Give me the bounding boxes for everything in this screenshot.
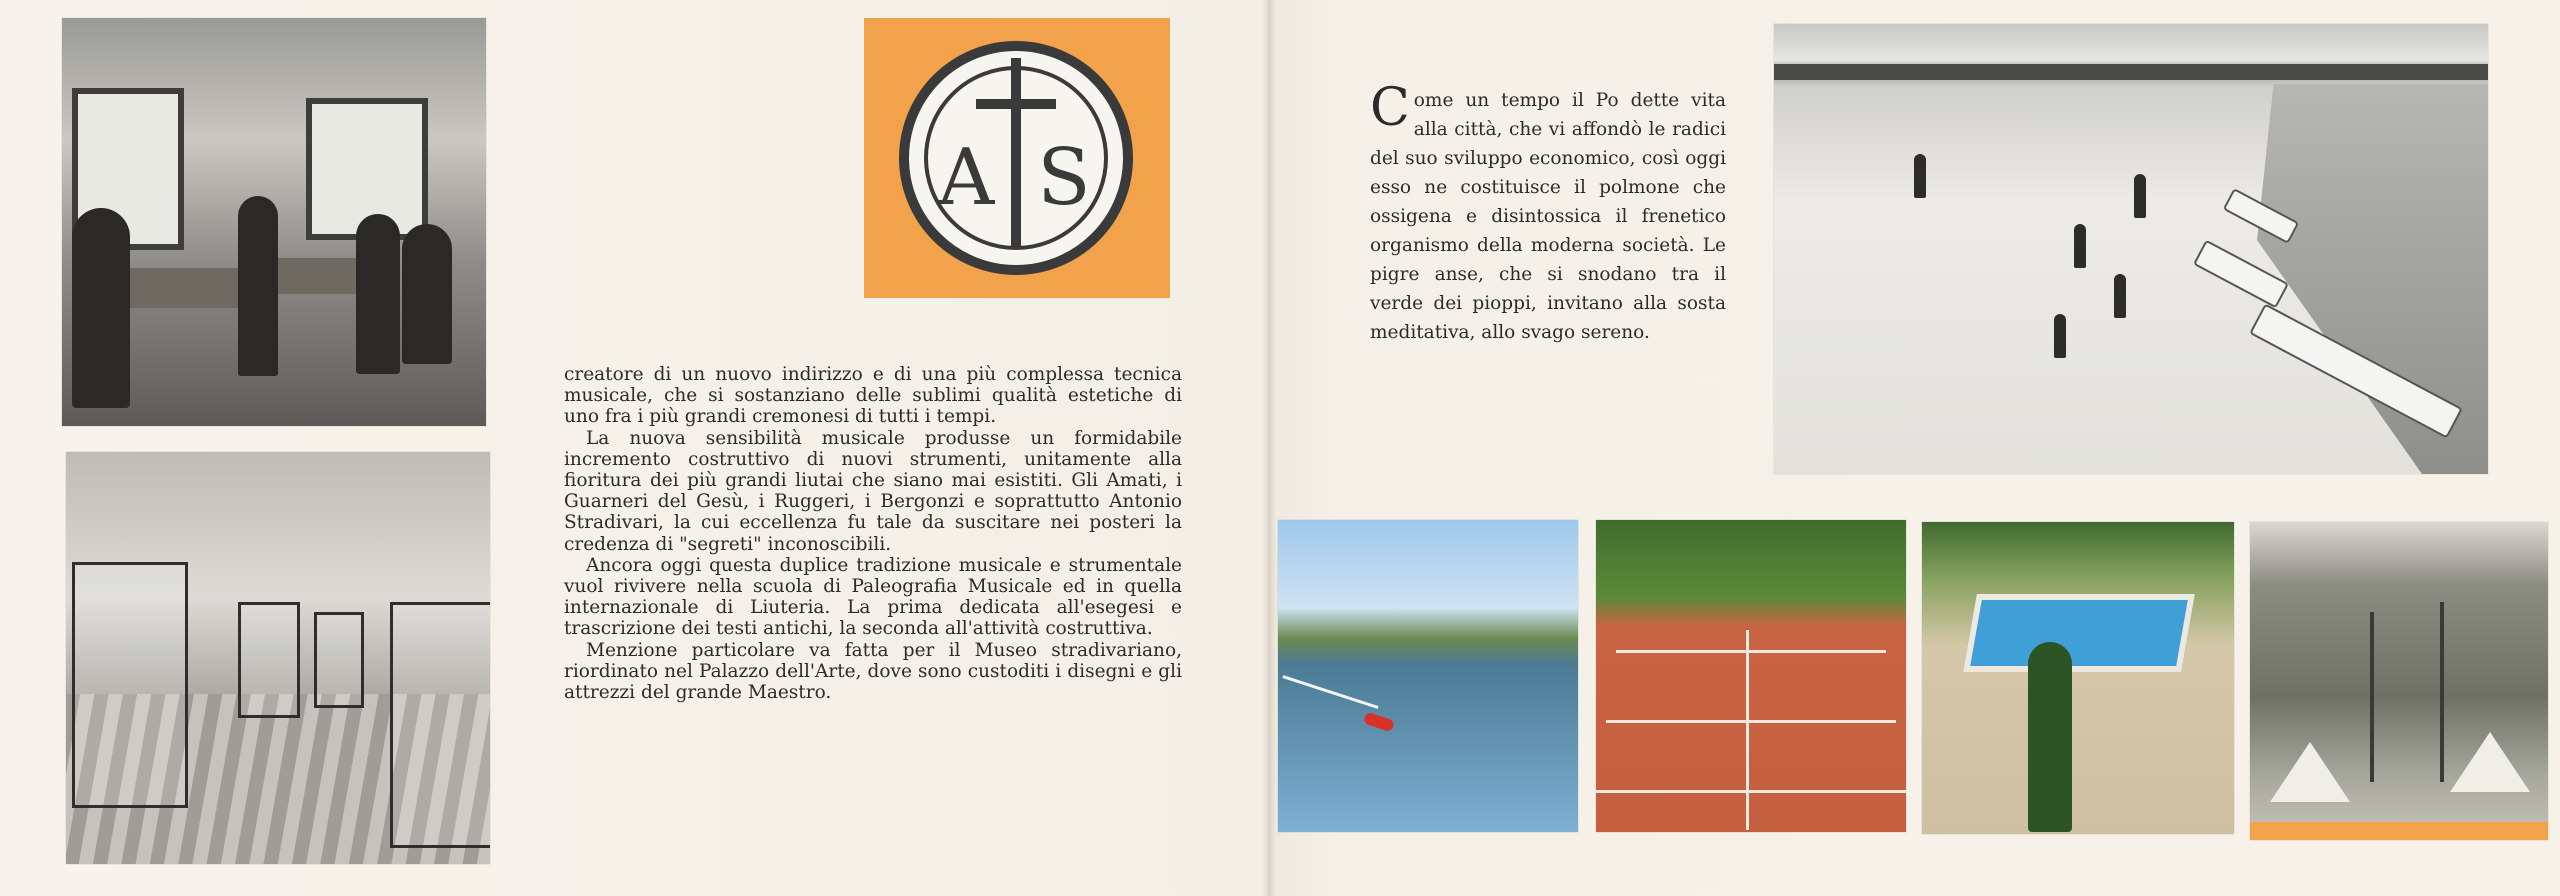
court-line	[1606, 720, 1896, 723]
display-case	[390, 602, 490, 848]
body-text	[564, 364, 1182, 703]
court-line	[1596, 790, 1906, 793]
person-figure	[2114, 274, 2126, 318]
museum-photo	[66, 452, 490, 864]
paragraph: creatore di un nuovo indirizzo e di una più complessa tecnica musicale, che si sostanziano delle sublimi qualità estetiche di uno fra i più grandi cremonesi di tutti i tempi.	[564, 364, 1182, 428]
beach-photo	[1774, 24, 2488, 474]
pool-photo	[1922, 522, 2234, 834]
person-figure	[2134, 174, 2146, 218]
workshop-photo	[62, 18, 486, 426]
treeline	[1774, 64, 2488, 80]
stradivari-seal-icon	[864, 18, 1170, 298]
person-figure	[402, 224, 452, 364]
tent	[2450, 732, 2530, 792]
display-case	[238, 602, 300, 718]
paragraph: Menzione particolare va fatta per il Museo stradivariano, riordinato nel Palazzo dell'Arte, dove sono custoditi i disegni e gli attrezzi del grande Maestro.	[564, 639, 1182, 704]
display-case	[314, 612, 364, 708]
seal-letter-right: S	[1037, 133, 1091, 223]
seal-letter-left: A	[937, 133, 995, 223]
person-figure	[72, 208, 130, 408]
accent-stripe	[2250, 822, 2548, 840]
intro-paragraph: ome un tempo il Po dette vita alla città, che vi affondò le radici del suo sviluppo economico, così oggi esso ne costituisce il polmone che ossigena e disintossica il frenetico organismo della moderna società. Le pigre anse, che si snodano tra il verde dei pioppi, invitano alla sosta meditativa, allo svago sereno.	[1370, 90, 1726, 343]
intro-text	[1370, 78, 1726, 347]
paragraph: La nuova sensibilità musicale produsse un formidabile incremento costruttivo di nuovi strumenti, unitamente alla fioritura dei più grandi liutai che siano mai esistiti. Gli Amati, i Guarneri del Gesù, i Ruggeri, i Bergonzi e soprattutto Antonio Stradivari, la cui eccellenza fu tale da suscitare nei posteri la credenza di "segreti" inconoscibili.	[564, 427, 1182, 555]
seal-panel	[864, 18, 1170, 298]
tent	[2270, 742, 2350, 802]
page-fold	[1262, 0, 1276, 896]
person-figure	[1914, 154, 1926, 198]
paragraph: Ancora oggi questa duplice tradizione musicale e strumentale vuol rivivere nella scuola di Paleografia Musicale ed in quella internazionale di Liuteria. La prima dedicata all'esegesi e trascrizione dei testi antichi, la seconda all'attività costruttiva.	[564, 554, 1182, 640]
tree-trunk	[2440, 602, 2444, 782]
boat-wake	[1282, 675, 1378, 709]
person-figure	[238, 196, 278, 376]
tree-trunk	[2370, 612, 2374, 782]
court-line	[1616, 650, 1886, 653]
display-case	[72, 562, 188, 808]
speedboat	[1363, 712, 1395, 733]
person-figure	[2074, 224, 2086, 268]
river-photo	[1278, 520, 1578, 832]
camping-photo	[2250, 522, 2548, 840]
drop-cap: C	[1370, 78, 1410, 138]
court-net	[1746, 630, 1749, 830]
tennis-photo	[1596, 520, 1906, 832]
pool-water	[1963, 594, 2195, 672]
person-figure	[356, 214, 400, 374]
person-figure	[2054, 314, 2066, 358]
cypress-tree	[2028, 642, 2072, 832]
